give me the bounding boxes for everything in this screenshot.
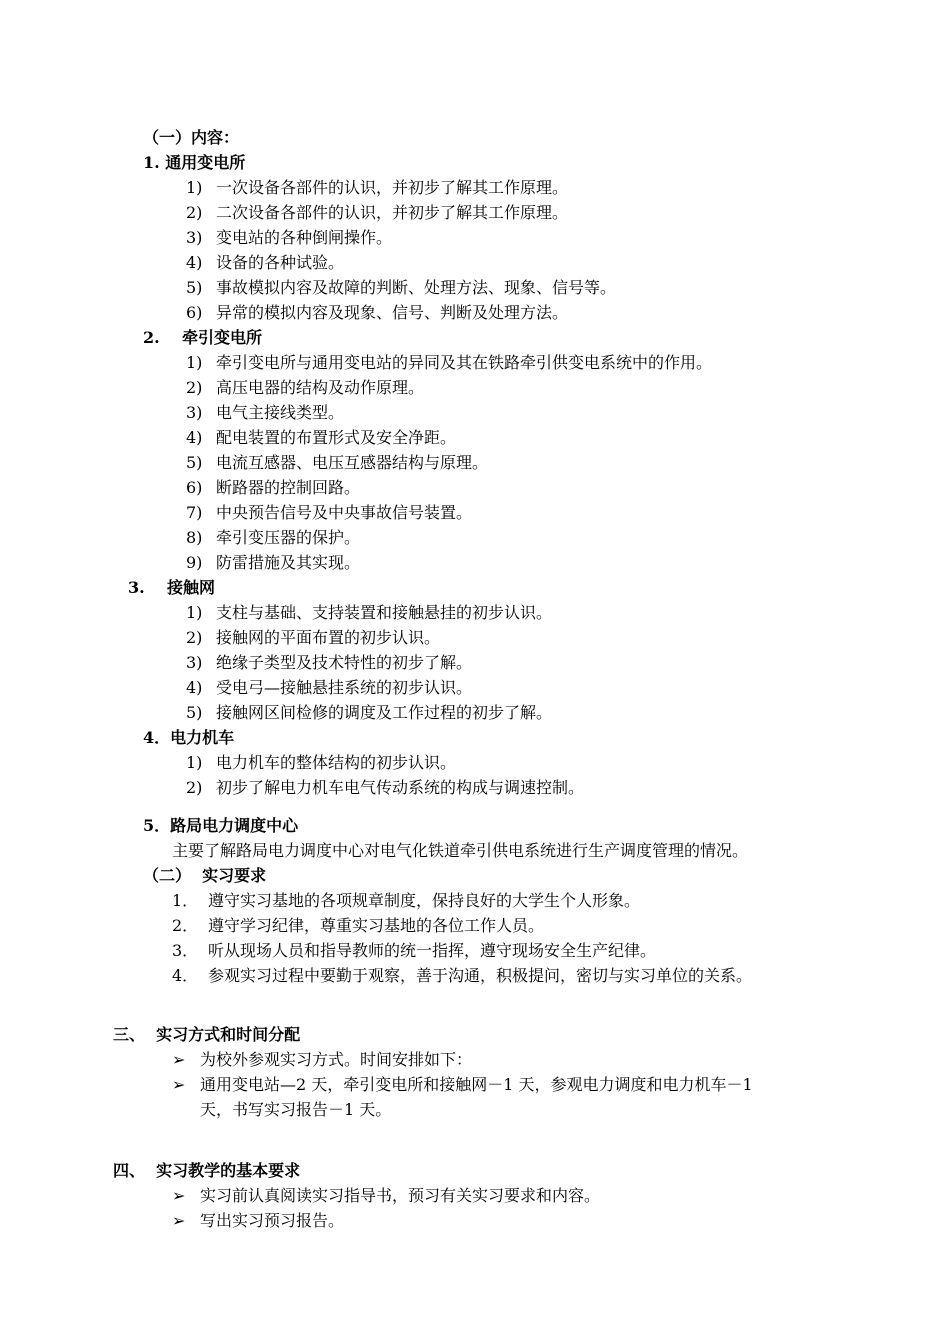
list-item: 3) 电气主接线类型。 <box>186 403 345 422</box>
list-item: 4) 配电装置的布置形式及安全净距。 <box>186 428 457 447</box>
list-item: 3) 变电站的各种倒闸操作。 <box>186 228 393 247</box>
group-title-catenary: 3. 接触网 <box>128 578 215 597</box>
section-heading-requirements: （二） 实习要求 <box>143 866 267 885</box>
bullet-item: ➢ 为校外参观实习方式。时间安排如下： <box>172 1050 473 1069</box>
list-item: 1) 牵引变电所与通用变电站的异同及其在铁路牵引供变电系统中的作用。 <box>186 353 713 372</box>
section-heading-method: 三、 实习方式和时间分配 <box>113 1025 301 1044</box>
paragraph: 主要了解路局电力调度中心对电气化铁道牵引供电系统进行生产调度管理的情况。 <box>172 841 749 860</box>
arrow-bullet-icon: ➢ <box>172 1075 186 1094</box>
list-item: 5) 事故模拟内容及故障的判断、处理方法、现象、信号等。 <box>186 278 617 297</box>
group-title-traction-substation: 2. 牵引变电所 <box>143 328 262 347</box>
list-item: 1) 电力机车的整体结构的初步认识。 <box>186 753 457 772</box>
list-item: 8) 牵引变压器的保护。 <box>186 528 361 547</box>
list-item: 2． 遵守学习纪律，尊重实习基地的各位工作人员。 <box>172 916 545 935</box>
list-item: 4) 设备的各种试验。 <box>186 253 345 272</box>
list-item: 9) 防雷措施及其实现。 <box>186 553 361 572</box>
bullet-item-continuation: 天，书写实习报告－1 天。 <box>200 1100 392 1119</box>
group-title-electric-locomotive: 4．电力机车 <box>143 728 235 747</box>
list-item: 1) 支柱与基础、支持装置和接触悬挂的初步认识。 <box>186 603 553 622</box>
bullet-item: ➢ 通用变电站—2 天，牵引变电所和接触网－1 天，参观电力调度和电力机车－1 <box>172 1075 753 1094</box>
group-title-substation: 1. 通用变电所 <box>143 153 246 172</box>
list-item: 4) 受电弓—接触悬挂系统的初步认识。 <box>186 678 473 697</box>
list-item: 4． 参观实习过程中要勤于观察，善于沟通，积极提问，密切与实习单位的关系。 <box>172 966 753 985</box>
list-item: 1) 一次设备各部件的认识，并初步了解其工作原理。 <box>186 178 569 197</box>
list-item: 6) 异常的模拟内容及现象、信号、判断及处理方法。 <box>186 303 569 322</box>
section-heading-content: （一）内容： <box>143 128 240 147</box>
list-item: 2) 高压电器的结构及动作原理。 <box>186 378 425 397</box>
arrow-bullet-icon: ➢ <box>172 1050 186 1069</box>
list-item: 5) 电流互感器、电压互感器结构与原理。 <box>186 453 489 472</box>
list-item: 2) 二次设备各部件的认识，并初步了解其工作原理。 <box>186 203 569 222</box>
section-heading-basic-requirements: 四、 实习教学的基本要求 <box>113 1161 301 1180</box>
group-title-dispatch-center: 5．路局电力调度中心 <box>143 816 299 835</box>
list-item: 6) 断路器的控制回路。 <box>186 478 361 497</box>
list-item: 5) 接触网区间检修的调度及工作过程的初步了解。 <box>186 703 553 722</box>
list-item: 2) 接触网的平面布置的初步认识。 <box>186 628 441 647</box>
list-item: 2) 初步了解电力机车电气传动系统的构成与调速控制。 <box>186 778 585 797</box>
list-item: 3． 听从现场人员和指导教师的统一指挥，遵守现场安全生产纪律。 <box>172 941 657 960</box>
list-item: 7) 中央预告信号及中央事故信号装置。 <box>186 503 473 522</box>
bullet-item: ➢ 实习前认真阅读实习指导书，预习有关实习要求和内容。 <box>172 1186 601 1205</box>
list-item: 1． 遵守实习基地的各项规章制度，保持良好的大学生个人形象。 <box>172 891 641 910</box>
bullet-item: ➢ 写出实习预习报告。 <box>172 1211 345 1230</box>
list-item: 3) 绝缘子类型及技术特性的初步了解。 <box>186 653 473 672</box>
arrow-bullet-icon: ➢ <box>172 1211 186 1230</box>
arrow-bullet-icon: ➢ <box>172 1186 186 1205</box>
